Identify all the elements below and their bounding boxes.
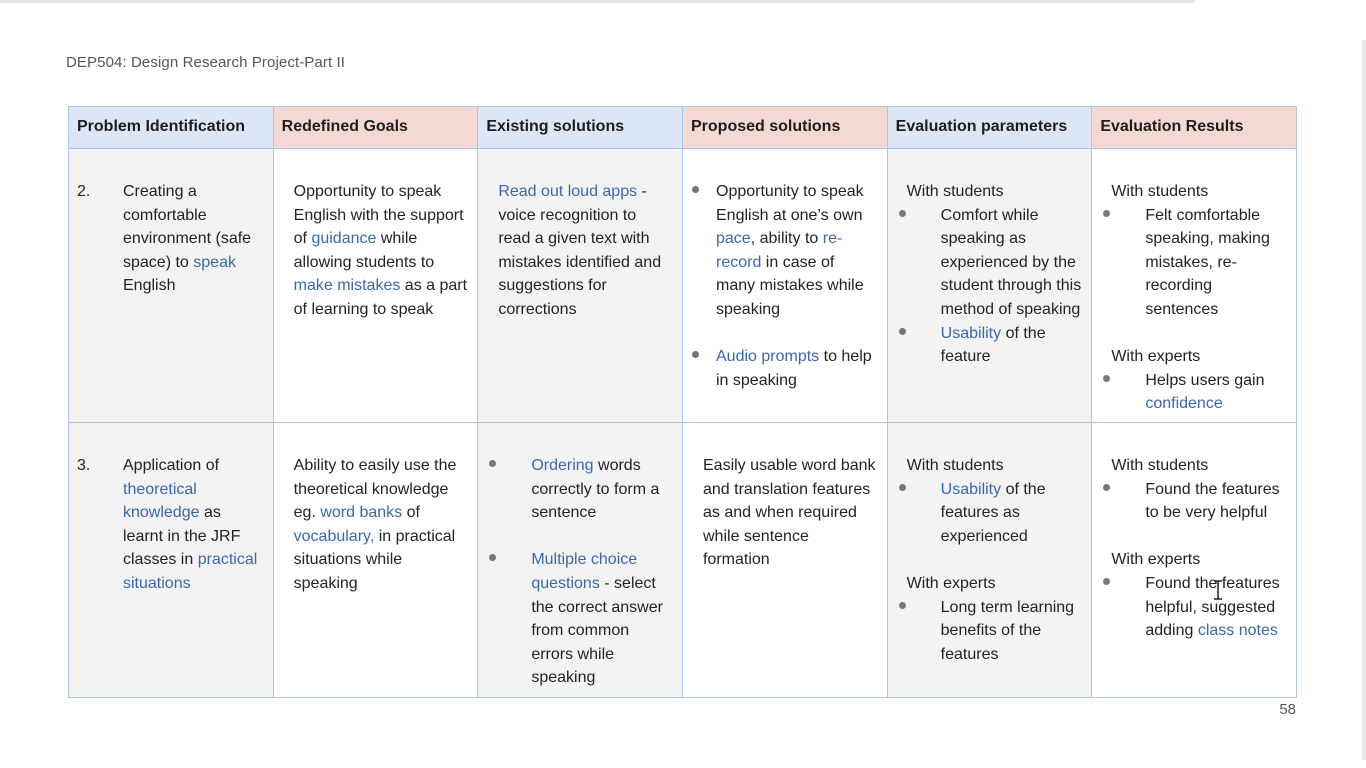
header-redefined-goals: Redefined Goals	[274, 107, 479, 149]
group-label: With students	[906, 183, 1004, 200]
bullet-item: Usability of the feature	[888, 322, 1082, 369]
row2-results-cell	[1092, 149, 1297, 423]
bullet-dot-icon	[1103, 484, 1110, 491]
research-table	[68, 106, 1297, 698]
header-proposed-solutions: Proposed solutions	[683, 107, 888, 149]
bullet-dot-icon	[1103, 210, 1110, 217]
header-evaluation-results: Evaluation Results	[1092, 107, 1297, 149]
highlight-link: theoretical knowledge	[123, 480, 200, 522]
highlight-link: Usability	[940, 324, 1002, 342]
row2-parameters-cell	[888, 149, 1093, 423]
highlight-link: practical situations	[123, 551, 258, 592]
highlight-link: Ordering	[531, 457, 594, 474]
bullet-item: Found the features helpful, suggested adding class notes	[1092, 572, 1286, 643]
row-number: 2.	[77, 183, 91, 200]
group-label: With students	[1111, 183, 1209, 200]
bullet-dot-icon	[1103, 578, 1110, 585]
highlight-link: Multiple choice questions	[531, 551, 638, 592]
bullet-item: Opportunity to speak English at one’s own pace, ability to re-record in case of many mistakes while speaking	[683, 180, 877, 322]
text-cursor-icon	[1213, 580, 1223, 602]
highlight-link: Usability	[940, 480, 1002, 498]
existing-text: Read out loud apps - voice recognition to read a given text with mistakes identified and suggestions for corrections	[498, 183, 662, 318]
row2-existing-cell	[478, 149, 683, 423]
row2-proposed-cell	[683, 149, 888, 423]
top-divider	[0, 0, 1195, 3]
highlight-link: confidence	[1145, 395, 1223, 413]
group-label: With students	[1111, 457, 1209, 474]
row-number: 3.	[77, 457, 91, 474]
bullet-item: Found the features to be very helpful	[1092, 478, 1286, 525]
group-label: With experts	[1111, 551, 1201, 569]
bullet-dot-icon	[899, 210, 906, 217]
highlight-link: vocabulary,	[293, 527, 375, 545]
row3-existing-cell	[478, 423, 683, 698]
bullet-item: Helps users gain confidence	[1092, 369, 1286, 416]
highlight-link: word banks	[320, 504, 403, 522]
header-problem-identification: Problem Identification	[69, 107, 274, 149]
slide-edge	[1362, 40, 1366, 760]
bullet-dot-icon	[899, 328, 906, 335]
header-existing-solutions: Existing solutions	[478, 107, 683, 149]
goals-text: Ability to easily use the theoretical knowledge eg. word banks of vocabulary, in practical situations while speaking	[293, 457, 457, 592]
bullet-item: Usability of the features as experienced	[888, 478, 1082, 549]
bullet-item: Comfort while speaking as experienced by the student through this method of speaking	[888, 204, 1082, 322]
highlight-link: Audio prompts	[716, 348, 820, 366]
bullet-dot-icon	[899, 602, 906, 609]
highlight-link: pace	[716, 230, 751, 248]
bullet-item: Ordering words correctly to form a sentence	[478, 454, 672, 525]
row3-proposed-cell	[683, 423, 888, 698]
bullet-item: Audio prompts to help in speaking	[683, 345, 877, 392]
bullet-item: Long term learning benefits of the features	[888, 596, 1082, 667]
course-title: DEP504: Design Research Project-Part II	[66, 54, 346, 71]
highlight-link: re-record	[716, 230, 843, 271]
group-label: With experts	[906, 574, 996, 592]
bullet-dot-icon	[692, 351, 699, 358]
highlight-link: guidance	[311, 230, 377, 248]
row3-goals-cell	[274, 423, 479, 698]
row3-problem-cell	[69, 423, 274, 698]
bullet-dot-icon	[692, 186, 699, 193]
bullet-dot-icon	[489, 460, 496, 467]
bullet-item: Felt comfortable speaking, making mistakes, re-recording sentences	[1092, 204, 1286, 322]
problem-text: Creating a comfortable environment (safe space) to speak English	[123, 183, 252, 295]
page-number: 58	[1279, 701, 1296, 718]
goals-text: Opportunity to speak English with the support of guidance while allowing students to make mistakes as a part of learning to speak	[293, 183, 468, 318]
row3-parameters-cell	[888, 423, 1093, 698]
group-label: With students	[906, 457, 1004, 474]
row2-problem-cell	[69, 149, 274, 423]
bullet-item: Multiple choice questions - select the correct answer from common errors while speaking	[478, 548, 672, 690]
group-label: With experts	[1111, 348, 1201, 366]
highlight-link: speak	[193, 253, 236, 271]
highlight-link: class notes	[1197, 622, 1278, 640]
bullet-dot-icon	[1103, 375, 1110, 382]
highlight-link: Read out loud apps	[498, 183, 638, 200]
bullet-dot-icon	[899, 484, 906, 491]
problem-text: Application of theoretical knowledge as learnt in the JRF classes in practical situations	[123, 457, 258, 592]
header-evaluation-parameters: Evaluation parameters	[888, 107, 1093, 149]
row2-goals-cell	[274, 149, 479, 423]
highlight-link: make mistakes	[293, 277, 401, 295]
proposed-text: Easily usable word bank and translation features as and when required while sentence formation	[703, 457, 876, 569]
bullet-dot-icon	[489, 554, 496, 561]
row3-results-cell	[1092, 423, 1297, 698]
